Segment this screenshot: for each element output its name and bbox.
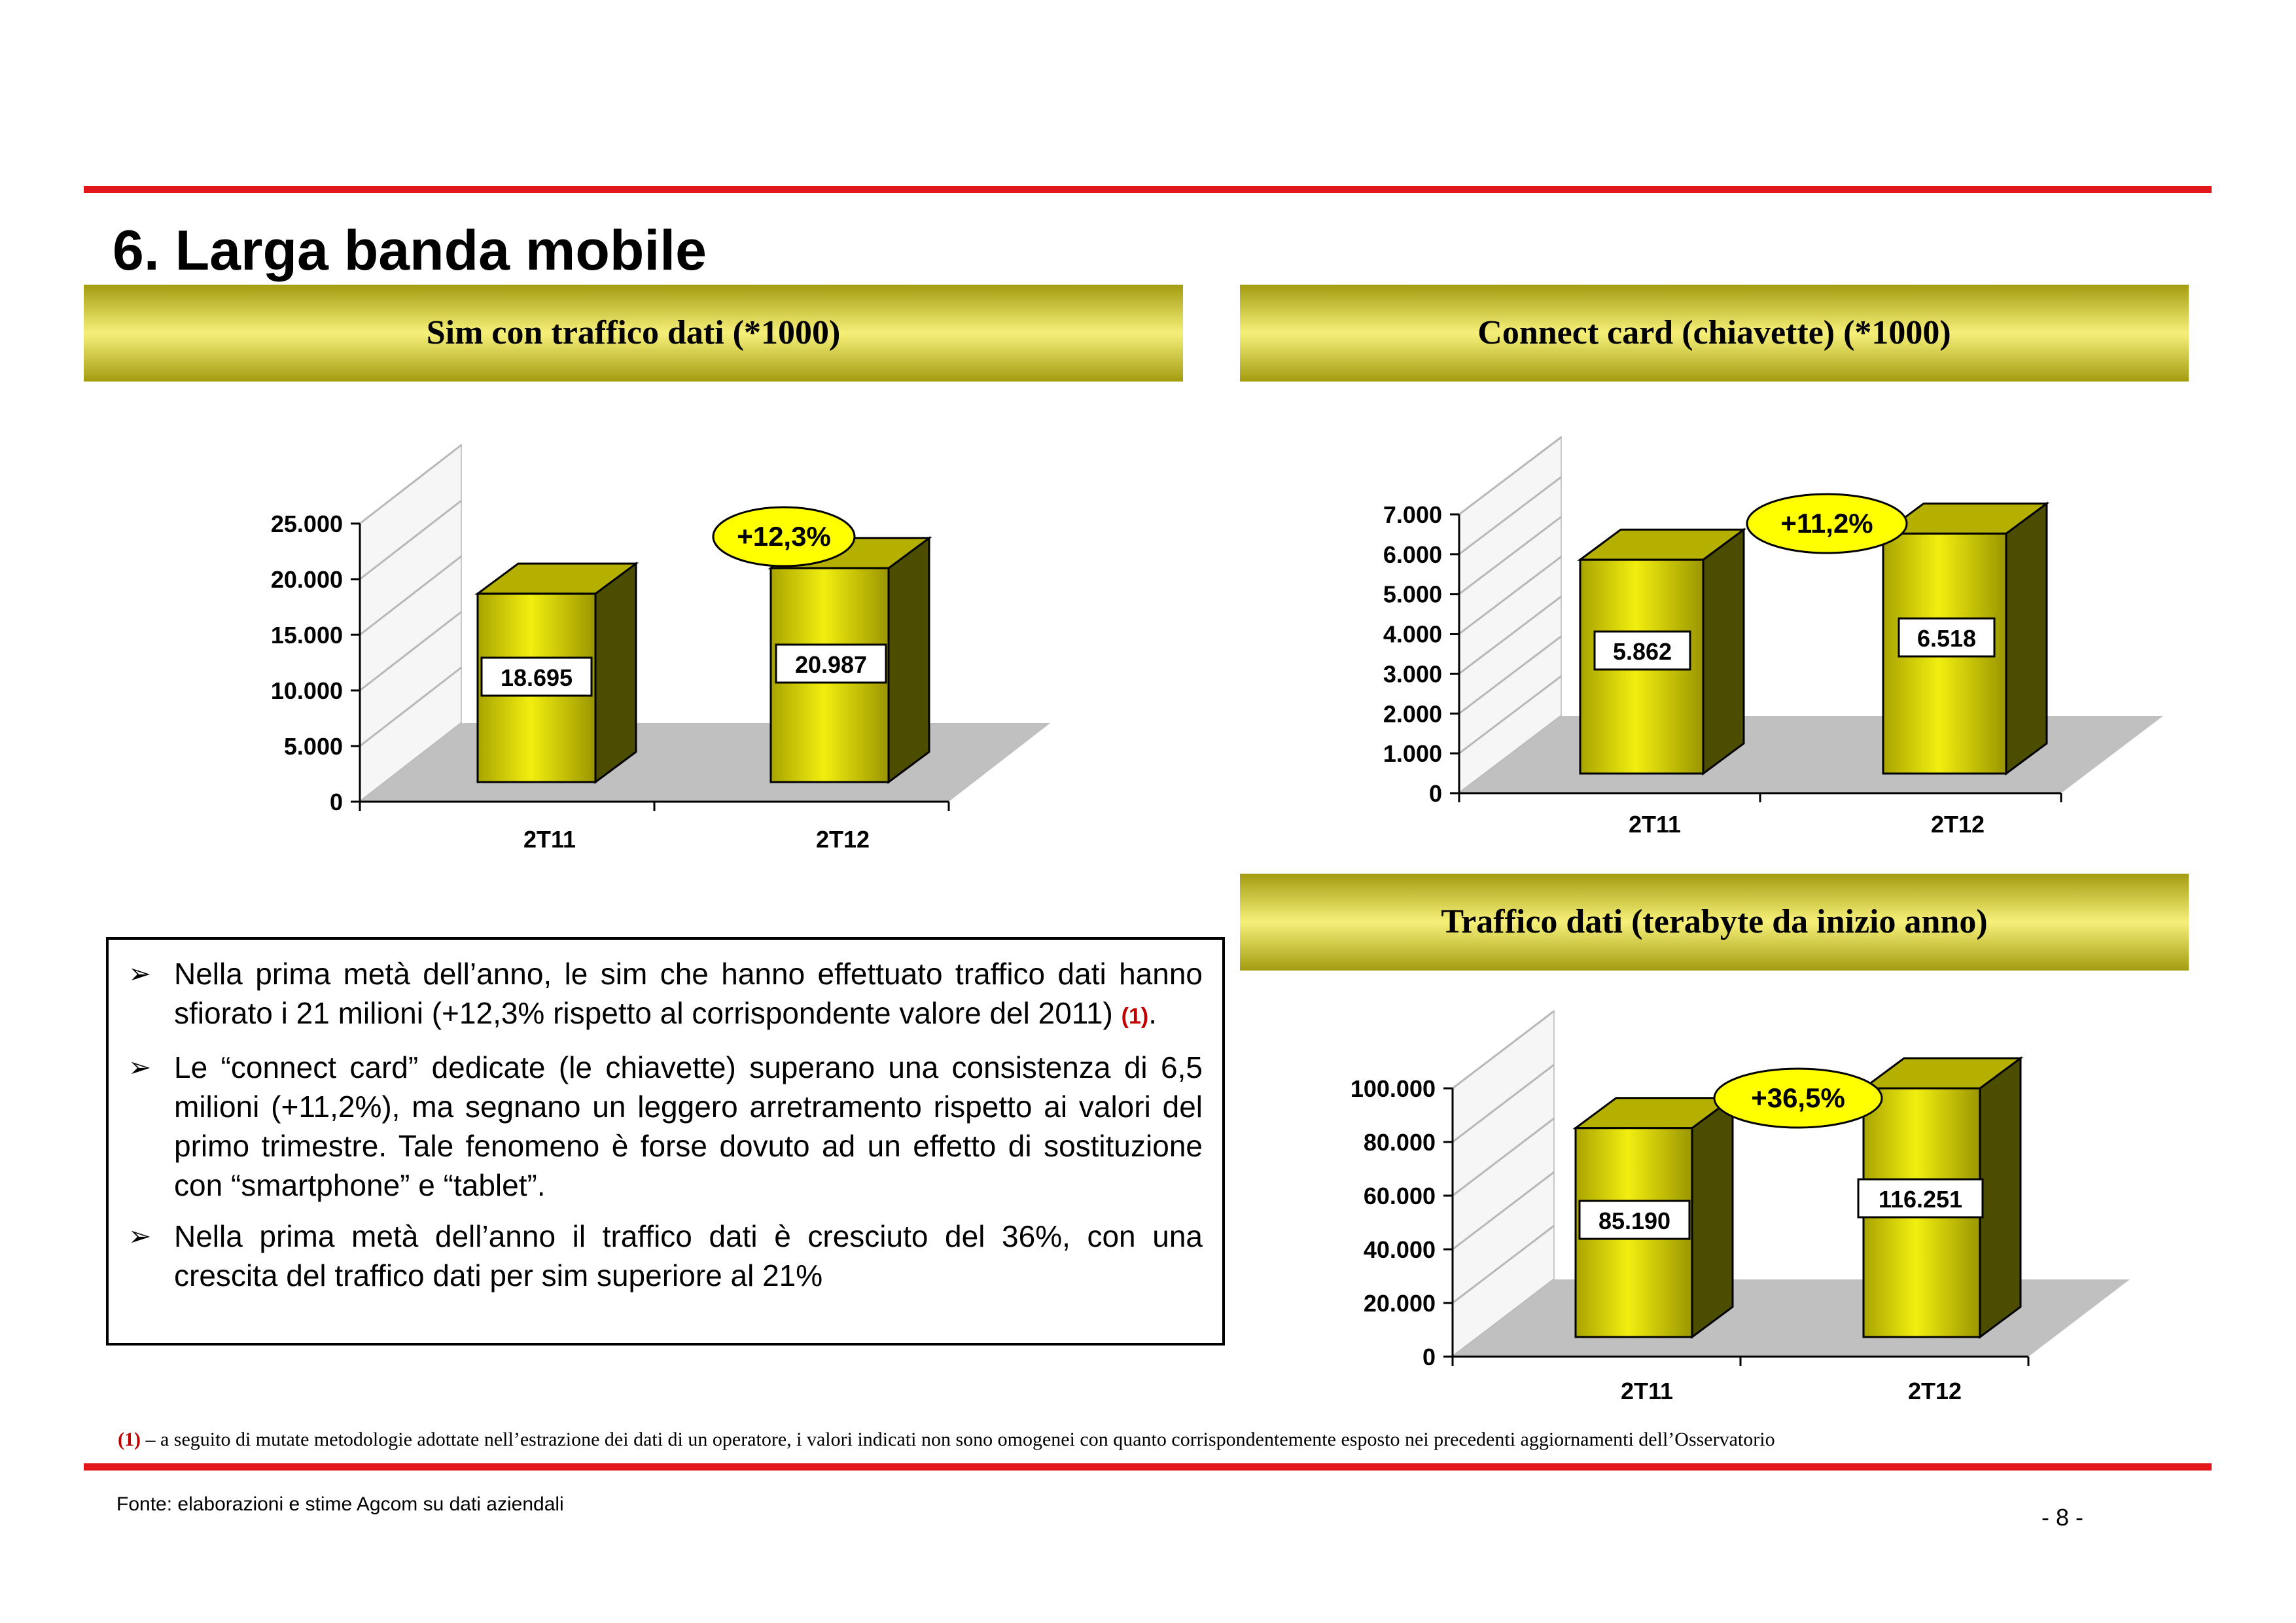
data-label: 20.987: [794, 651, 868, 678]
y-tick-label: 80.000: [1363, 1129, 1436, 1156]
chart-floor: [1453, 1279, 2130, 1357]
bar-side: [1980, 1058, 2021, 1337]
arrow-bullet-icon: ➢: [128, 1221, 152, 1251]
bar-side: [1692, 1098, 1733, 1337]
header-band-sim: [84, 285, 1183, 382]
growth-label: +12,3%: [737, 521, 831, 552]
footnote: [118, 1429, 1775, 1451]
chart-sim: [222, 419, 1125, 864]
data-label: 116.251: [1878, 1186, 1963, 1213]
bullet-text: Le “connect card” dedicate (le chiavette) superano una consistenza di 6,5 milioni (+11,2%), ma segnano un leggero arretramento rispetto ai valori del primo trimestre. Tale fenomeno è forse dovuto ad un effetto di sostituzione con “smartphone” e “tablet”.: [174, 1050, 1203, 1202]
category-label: 2T12: [815, 826, 870, 853]
growth-label: +36,5%: [1751, 1082, 1845, 1113]
y-tick-label: 0: [329, 789, 343, 815]
arrow-bullet-icon: ➢: [128, 1052, 152, 1082]
y-tick-label: 1.000: [1383, 740, 1442, 768]
data-label: 6.518: [1916, 625, 1977, 652]
top-red-line: [84, 186, 2212, 193]
y-tick-label: 7.000: [1383, 501, 1442, 528]
bottom-red-line: [84, 1463, 2212, 1471]
y-tick-label: 10.000: [270, 677, 343, 704]
y-tick-label: 40.000: [1363, 1236, 1436, 1263]
bullet-text: Nella prima metà dell’anno il traffico dati è cresciuto del 36%, con una crescita del traffico dati per sim superiore al 21%: [174, 1219, 1203, 1293]
chart-floor: [1459, 716, 2163, 793]
chart-td: [1322, 995, 2185, 1420]
category-label: 2T12: [1907, 1378, 1962, 1404]
y-tick-label: 20.000: [1363, 1290, 1436, 1317]
data-label: 5.862: [1612, 638, 1672, 665]
category-label: 2T11: [1628, 811, 1682, 838]
y-tick-label: 5.000: [1383, 580, 1442, 608]
category-label: 2T11: [1620, 1378, 1674, 1404]
footnote-ref: (1): [1121, 1004, 1149, 1029]
y-tick-label: 5.000: [283, 733, 343, 760]
y-tick-label: 25.000: [270, 510, 343, 537]
bullet-text: Nella prima metà dell’anno, le sim che hanno effettuato traffico dati hanno sfiorato i 21 milioni (+12,3% rispetto al corrispondente valore del 2011): [174, 957, 1203, 1030]
commentary-box: [106, 937, 1225, 1346]
header-label-cc: Connect card (chiavette) (*1000): [1477, 314, 1951, 351]
growth-label: +11,2%: [1780, 508, 1873, 539]
bullet-tail: .: [1148, 996, 1157, 1030]
footnote-text: – a seguito di mutate metodologie adottate nell’estrazione dei dati di un operatore, i valori indicati non sono omogenei con quanto corrispondentemente esposto nei precedenti aggiornamenti dell’Osservatorio: [140, 1429, 1775, 1450]
source-note: Fonte: elaborazioni e stime Agcom su dati aziendali: [116, 1493, 564, 1515]
y-tick-label: 100.000: [1350, 1075, 1436, 1102]
arrow-bullet-icon: ➢: [128, 958, 152, 989]
page-title: 6. Larga banda mobile: [113, 219, 707, 282]
bar-side: [2006, 503, 2047, 774]
chart-floor: [360, 723, 1050, 802]
header-label-td: Traffico dati (terabyte da inizio anno): [1441, 903, 1988, 940]
y-tick-label: 2.000: [1383, 700, 1442, 728]
bullet-item: [128, 954, 1203, 1036]
data-label: 85.190: [1598, 1207, 1671, 1234]
bullet-item: [128, 1217, 1203, 1295]
bar-side: [889, 538, 929, 782]
category-label: 2T12: [1930, 811, 1985, 838]
footnote-marker: (1): [118, 1429, 141, 1450]
y-tick-label: 4.000: [1383, 620, 1442, 648]
y-tick-label: 6.000: [1383, 541, 1442, 568]
header-label-sim: Sim con traffico dati (*1000): [426, 314, 841, 351]
y-tick-label: 0: [1422, 1344, 1436, 1370]
page-number: - 8 -: [2041, 1504, 2084, 1531]
y-tick-label: 15.000: [270, 622, 343, 649]
bar-side: [1703, 529, 1744, 774]
y-tick-label: 0: [1428, 780, 1442, 807]
chart-cc: [1335, 419, 2212, 851]
bullet-item: [128, 1048, 1203, 1205]
y-tick-label: 60.000: [1363, 1183, 1436, 1209]
category-label: 2T11: [523, 826, 576, 853]
data-label: 18.695: [500, 664, 573, 691]
bar-side: [595, 563, 636, 782]
y-tick-label: 3.000: [1383, 660, 1442, 688]
y-tick-label: 20.000: [270, 566, 343, 593]
header-band-td: [1240, 874, 2189, 971]
header-band-cc: [1240, 285, 2189, 382]
